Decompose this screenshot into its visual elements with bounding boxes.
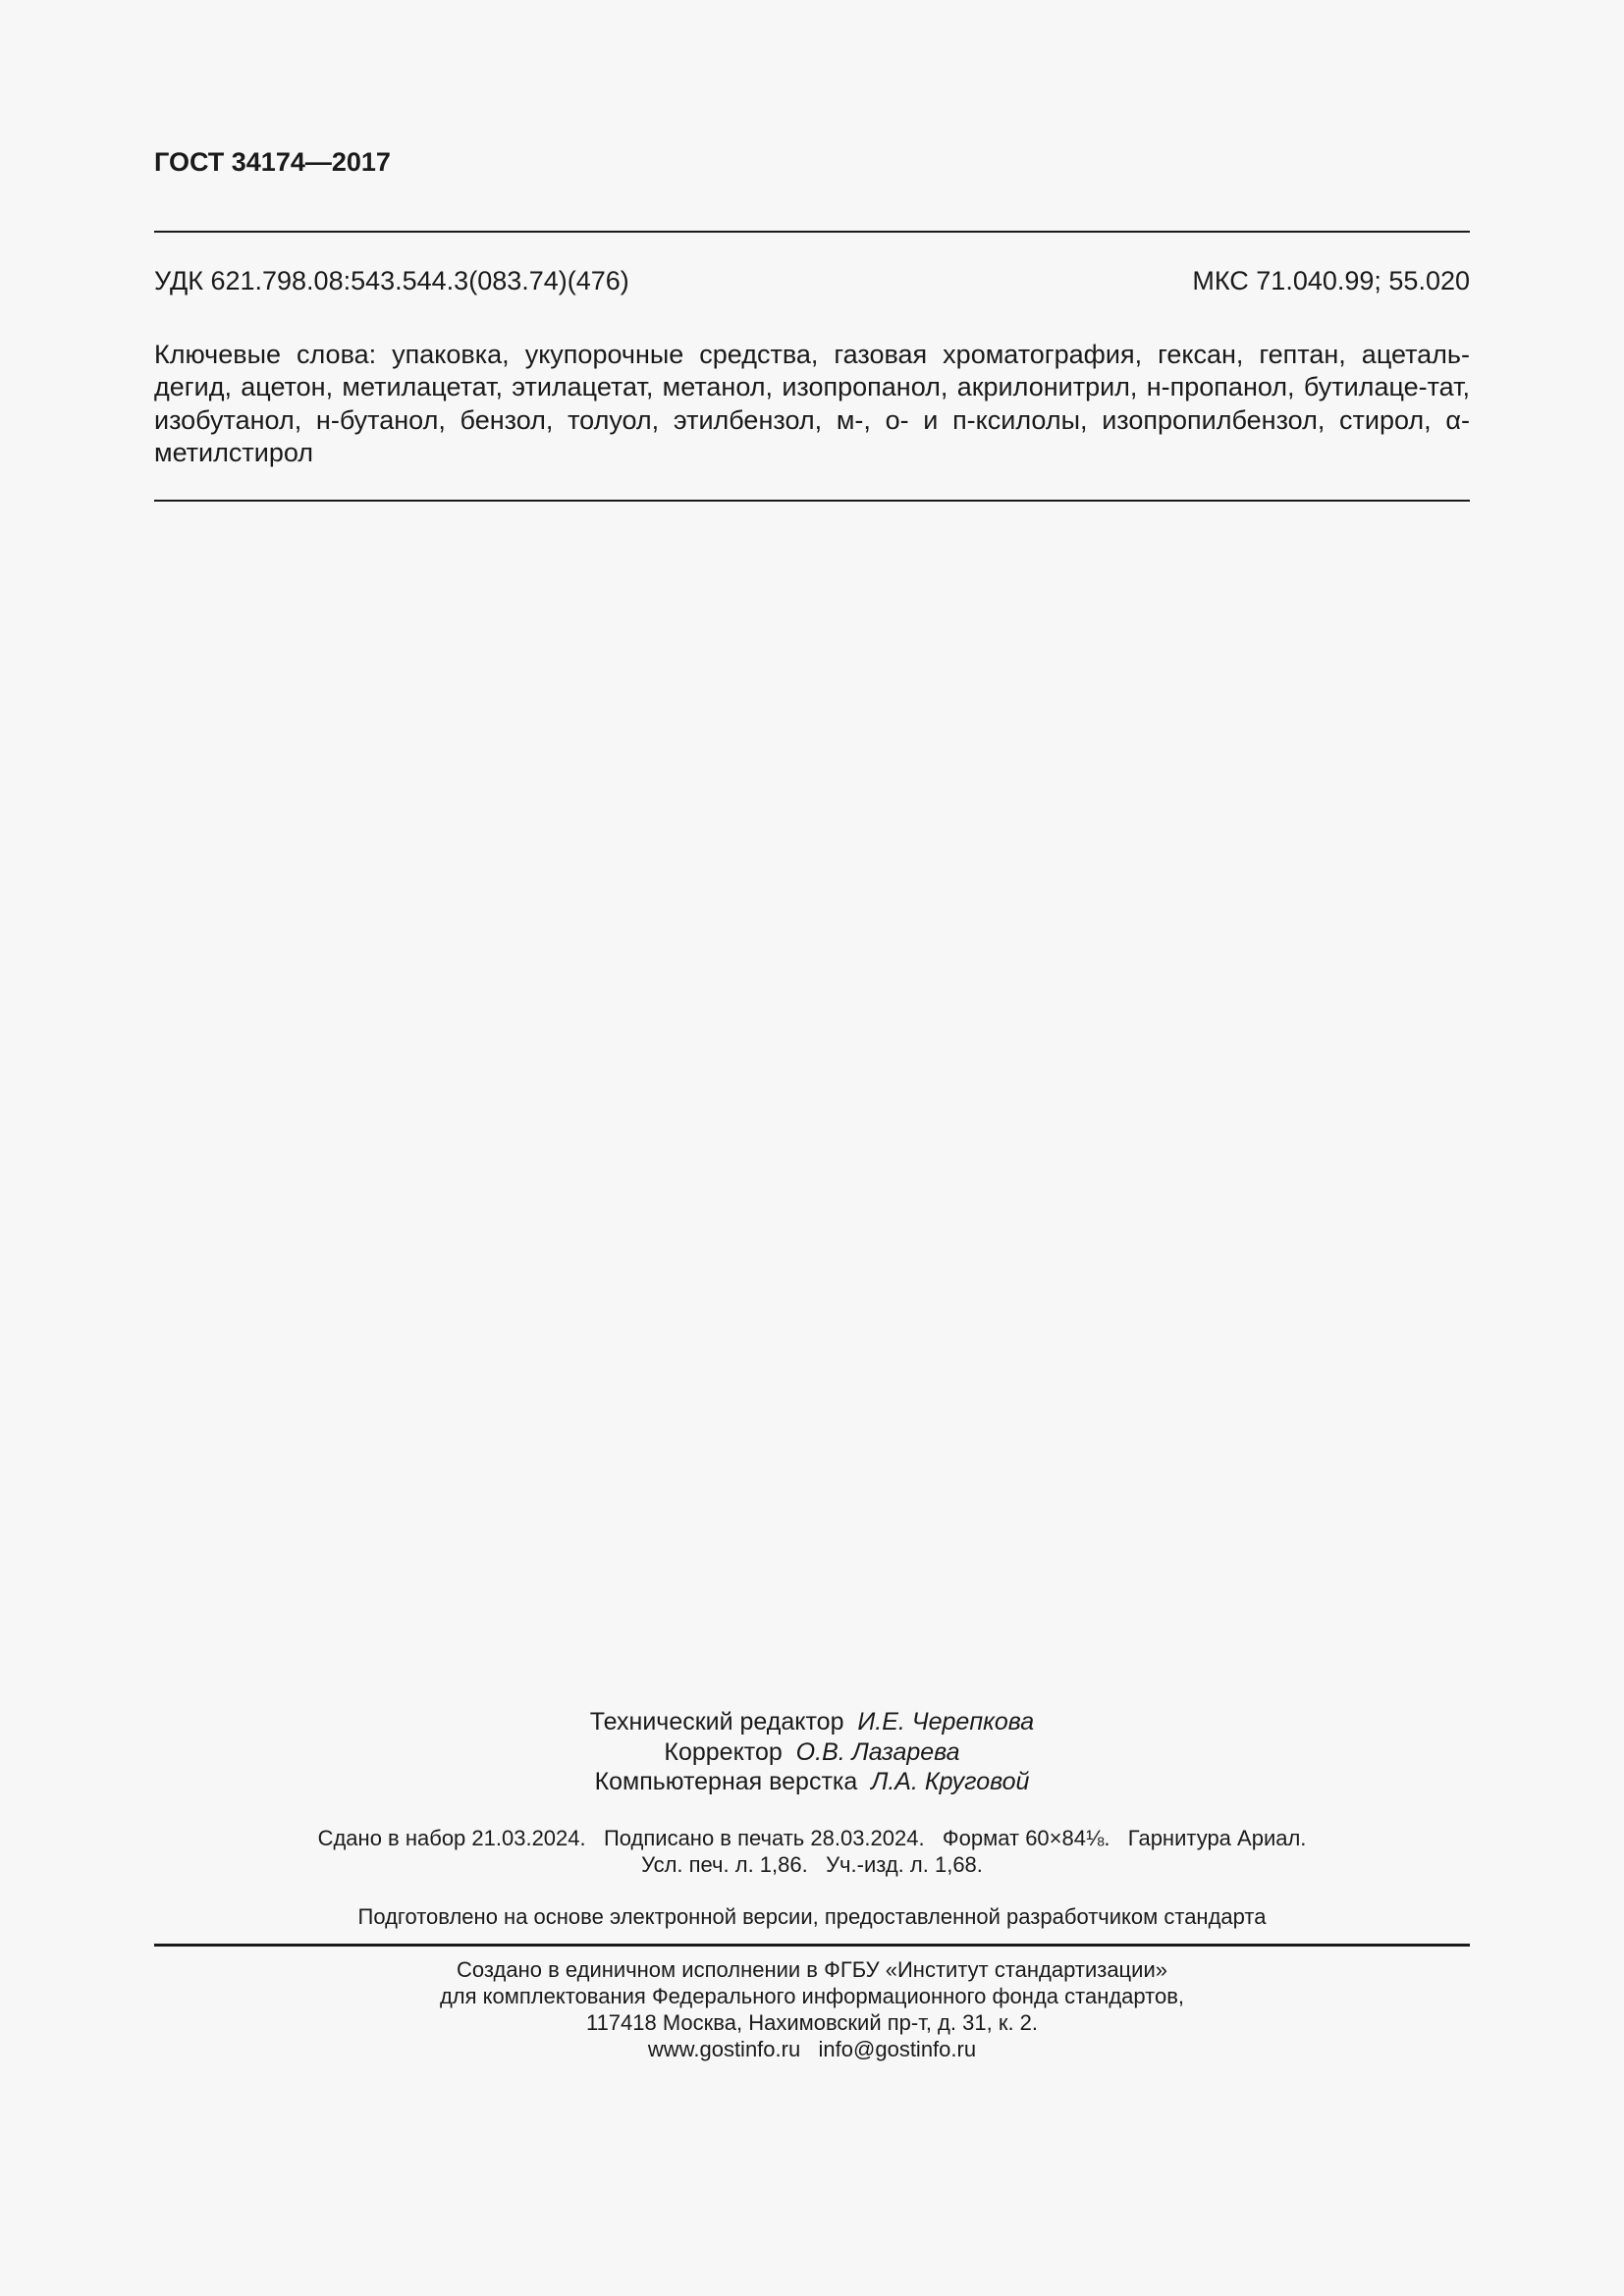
credit-corrector bbox=[0, 1737, 1624, 1768]
credit-name: Л.А. Круговой bbox=[871, 1768, 1030, 1795]
credit-role: Компьютерная верстка bbox=[594, 1768, 858, 1795]
credit-name: И.Е. Черепкова bbox=[857, 1708, 1035, 1735]
footer-divider bbox=[154, 1944, 1470, 1947]
print-info-line1: Сдано в набор 21.03.2024. Подписано в печать 28.03.2024. Формат 60×84⅛. Гарнитура Ариал. bbox=[317, 1826, 1307, 1850]
website-link[interactable]: www.gostinfo.ru bbox=[647, 2037, 801, 2061]
credit-role: Технический редактор bbox=[589, 1708, 844, 1735]
top-divider bbox=[154, 231, 1470, 233]
publisher-line1: Создано в единичном исполнении в ФГБУ «Институт стандартизации» bbox=[457, 1957, 1167, 1982]
keywords-divider bbox=[154, 500, 1470, 502]
credit-tech-editor bbox=[0, 1707, 1624, 1737]
email-link[interactable]: info@gostinfo.ru bbox=[818, 2037, 977, 2061]
credit-role: Корректор bbox=[664, 1737, 783, 1766]
publisher-block bbox=[0, 1956, 1624, 2062]
publisher-contacts bbox=[0, 2036, 1624, 2062]
udk-code: УДК 621.798.08:543.544.3(083.74)(476) bbox=[154, 266, 629, 295]
credit-name: О.В. Лазарева bbox=[795, 1737, 960, 1766]
credit-layout bbox=[0, 1767, 1624, 1797]
credits-block bbox=[0, 1707, 1624, 1797]
print-info bbox=[0, 1825, 1624, 1878]
print-info-line2: Усл. печ. л. 1,86. Уч.-изд. л. 1,68. bbox=[641, 1852, 983, 1877]
mks-code: МКС 71.040.99; 55.020 bbox=[1192, 266, 1470, 295]
publisher-address: 117418 Москва, Нахимовский пр-т, д. 31, к. 2. bbox=[585, 2010, 1039, 2035]
keywords-paragraph: Ключевые слова: упаковка, укупорочные средства, газовая хроматография, гексан, гептан, ацеталь-дегид, ацетон, метилацетат, этилацетат, метанол, изопропанол, акрилонитрил, н-пропанол, бутилаце-тат, изобутанол, н-бутанол, бензол, толуол, этилбензол, м-, о- и п-ксилолы, изопропилбензол, стирол, α-метилстирол bbox=[154, 340, 1470, 467]
prepared-note: Подготовлено на основе электронной версии, предоставленной разработчиком стандарта bbox=[357, 1904, 1267, 1929]
publisher-line2: для комплектования Федерального информационного фонда стандартов, bbox=[439, 1984, 1185, 2008]
document-title: ГОСТ 34174—2017 bbox=[154, 147, 391, 177]
